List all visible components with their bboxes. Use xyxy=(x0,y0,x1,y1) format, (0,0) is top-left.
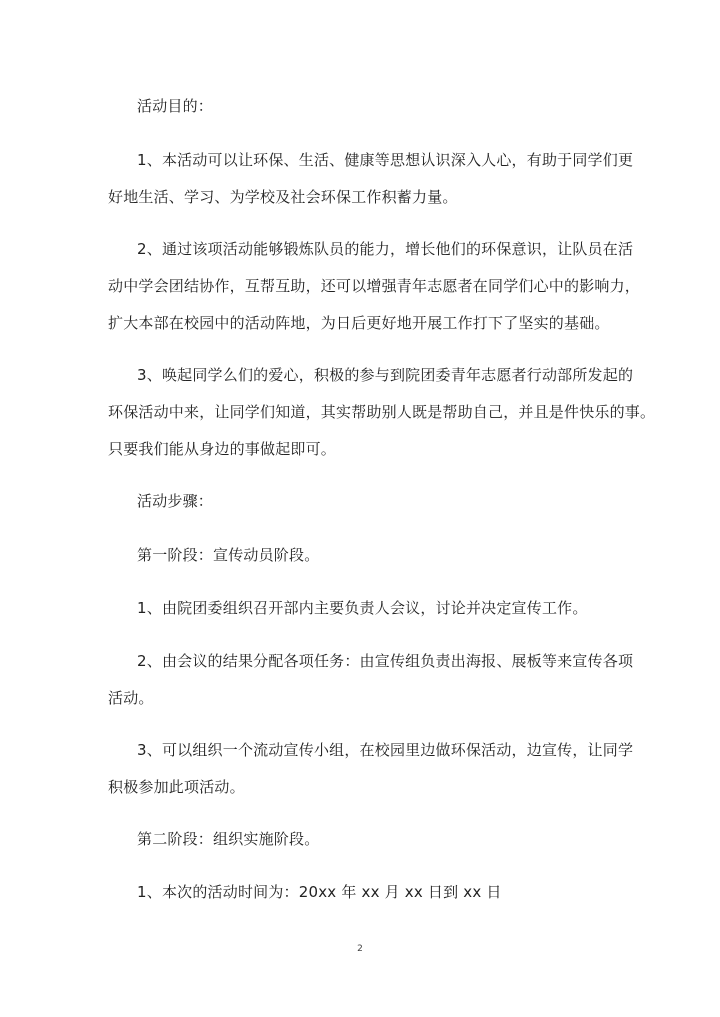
paragraph-line: 1、由院团委组织召开部内主要负责人会议，讨论并决定宣传工作。 xyxy=(137,599,588,617)
paragraph-line: 2、由会议的结果分配各项任务：由宣传组负责出海报、展板等来宣传各项 xyxy=(137,652,634,670)
paragraph-line: 好地生活、学习、为学校及社会环保工作积蓄力量。 xyxy=(108,188,458,206)
section-heading-purpose: 活动目的： xyxy=(137,97,214,115)
paragraph-line: 积极参加此项活动。 xyxy=(108,778,245,796)
paragraph-line: 2、通过该项活动能够锻炼队员的能力，增长他们的环保意识，让队员在活 xyxy=(137,240,634,258)
paragraph-line: 环保活动中来，让同学们知道，其实帮助别人既是帮助自己，并且是件快乐的事。 xyxy=(108,403,656,421)
stage-heading-2: 第二阶段：组织实施阶段。 xyxy=(137,830,320,848)
paragraph-line: 1、本次的活动时间为：20xx 年 xx 月 xx 日到 xx 日 xyxy=(137,883,502,901)
paragraph-line: 活动。 xyxy=(108,689,154,707)
paragraph-line: 1、本活动可以让环保、生活、健康等思想认识深入人心，有助于同学们更 xyxy=(137,151,634,169)
paragraph-line: 扩大本部在校园中的活动阵地，为日后更好地开展工作打下了坚实的基础。 xyxy=(108,314,610,332)
paragraph-line: 动中学会团结协作，互帮互助，还可以增强青年志愿者在同学们心中的影响力， xyxy=(108,277,641,295)
paragraph-line: 3、唤起同学么们的爱心，积极的参与到院团委青年志愿者行动部所发起的 xyxy=(137,366,634,384)
page-number: 2 xyxy=(357,944,363,954)
section-heading-steps: 活动步骤： xyxy=(137,492,214,510)
stage-heading-1: 第一阶段：宣传动员阶段。 xyxy=(137,546,320,564)
paragraph-line: 3、可以组织一个流动宣传小组，在校园里边做环保活动，边宣传，让同学 xyxy=(137,741,634,759)
paragraph-line: 只要我们能从身边的事做起即可。 xyxy=(108,440,337,458)
